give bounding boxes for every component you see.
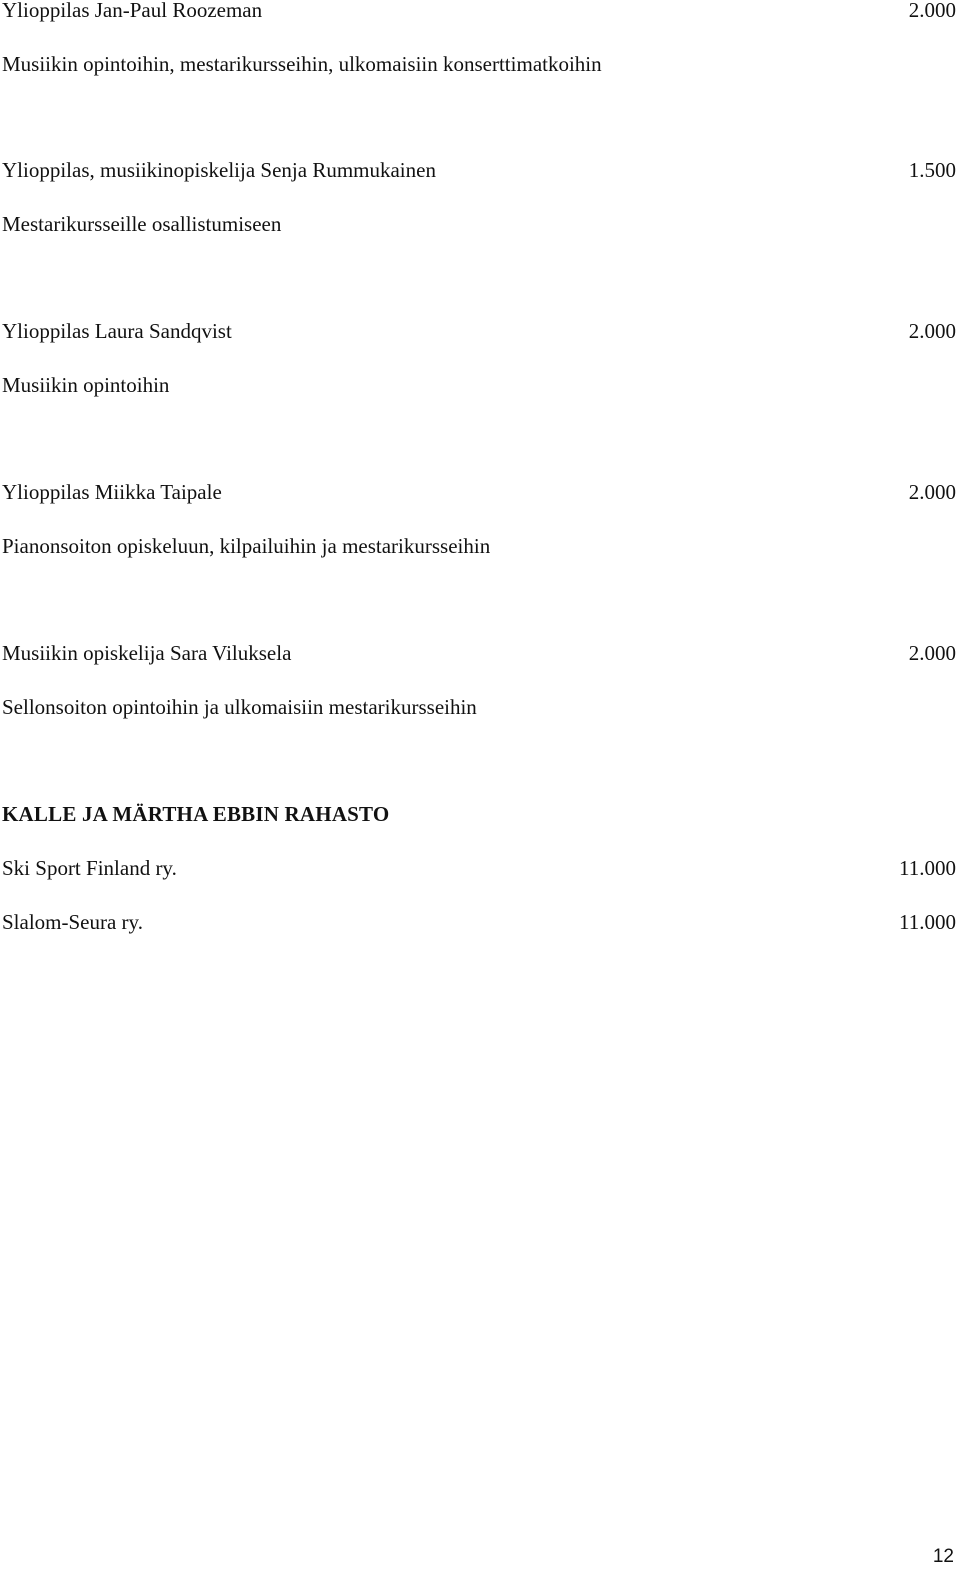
grant-row (2, 156, 956, 184)
fund-entry-amount: 11.000 (899, 856, 956, 880)
grant-purpose: Musiikin opintoihin, mestarikursseihin, ulkomaisiin konserttimatkoihin (2, 52, 602, 76)
grant-purpose: Musiikin opintoihin (2, 373, 170, 397)
grant-amount: 1.500 (908, 158, 956, 182)
grant-amount: 2.000 (908, 0, 956, 22)
grant-recipient: Ylioppilas Miikka Taipale (2, 480, 222, 504)
grant-recipient: Musiikin opiskelija Sara Viluksela (2, 641, 292, 665)
grant-purpose: Pianonsoiton opiskeluun, kilpailuihin ja mestarikursseihin (2, 534, 491, 558)
fund-entry-recipient: Ski Sport Finland ry. (2, 856, 177, 880)
fund-heading: KALLE JA MÄRTHA EBBIN RAHASTO (2, 802, 390, 826)
fund-entry-amount: 11.000 (899, 910, 956, 934)
grant-purpose: Sellonsoiton opintoihin ja ulkomaisiin mestarikursseihin (2, 695, 477, 719)
grant-amount: 2.000 (908, 480, 956, 504)
grant-amount: 2.000 (908, 641, 956, 665)
grant-recipient: Ylioppilas Laura Sandqvist (2, 319, 232, 343)
fund-entry-row (2, 908, 956, 936)
page-number: 12 (932, 1546, 954, 1567)
grant-row (2, 639, 956, 667)
grant-row (2, 0, 956, 24)
grant-amount: 2.000 (908, 319, 956, 343)
grant-purpose: Mestarikursseille osallistumiseen (2, 212, 282, 236)
fund-entry-recipient: Slalom-Seura ry. (2, 910, 143, 934)
grant-recipient: Ylioppilas, musiikinopiskelija Senja Rummukainen (2, 158, 436, 182)
grant-row (2, 317, 956, 345)
grant-recipient: Ylioppilas Jan-Paul Roozeman (2, 0, 263, 22)
grant-row (2, 478, 956, 506)
fund-entry-row (2, 854, 956, 882)
